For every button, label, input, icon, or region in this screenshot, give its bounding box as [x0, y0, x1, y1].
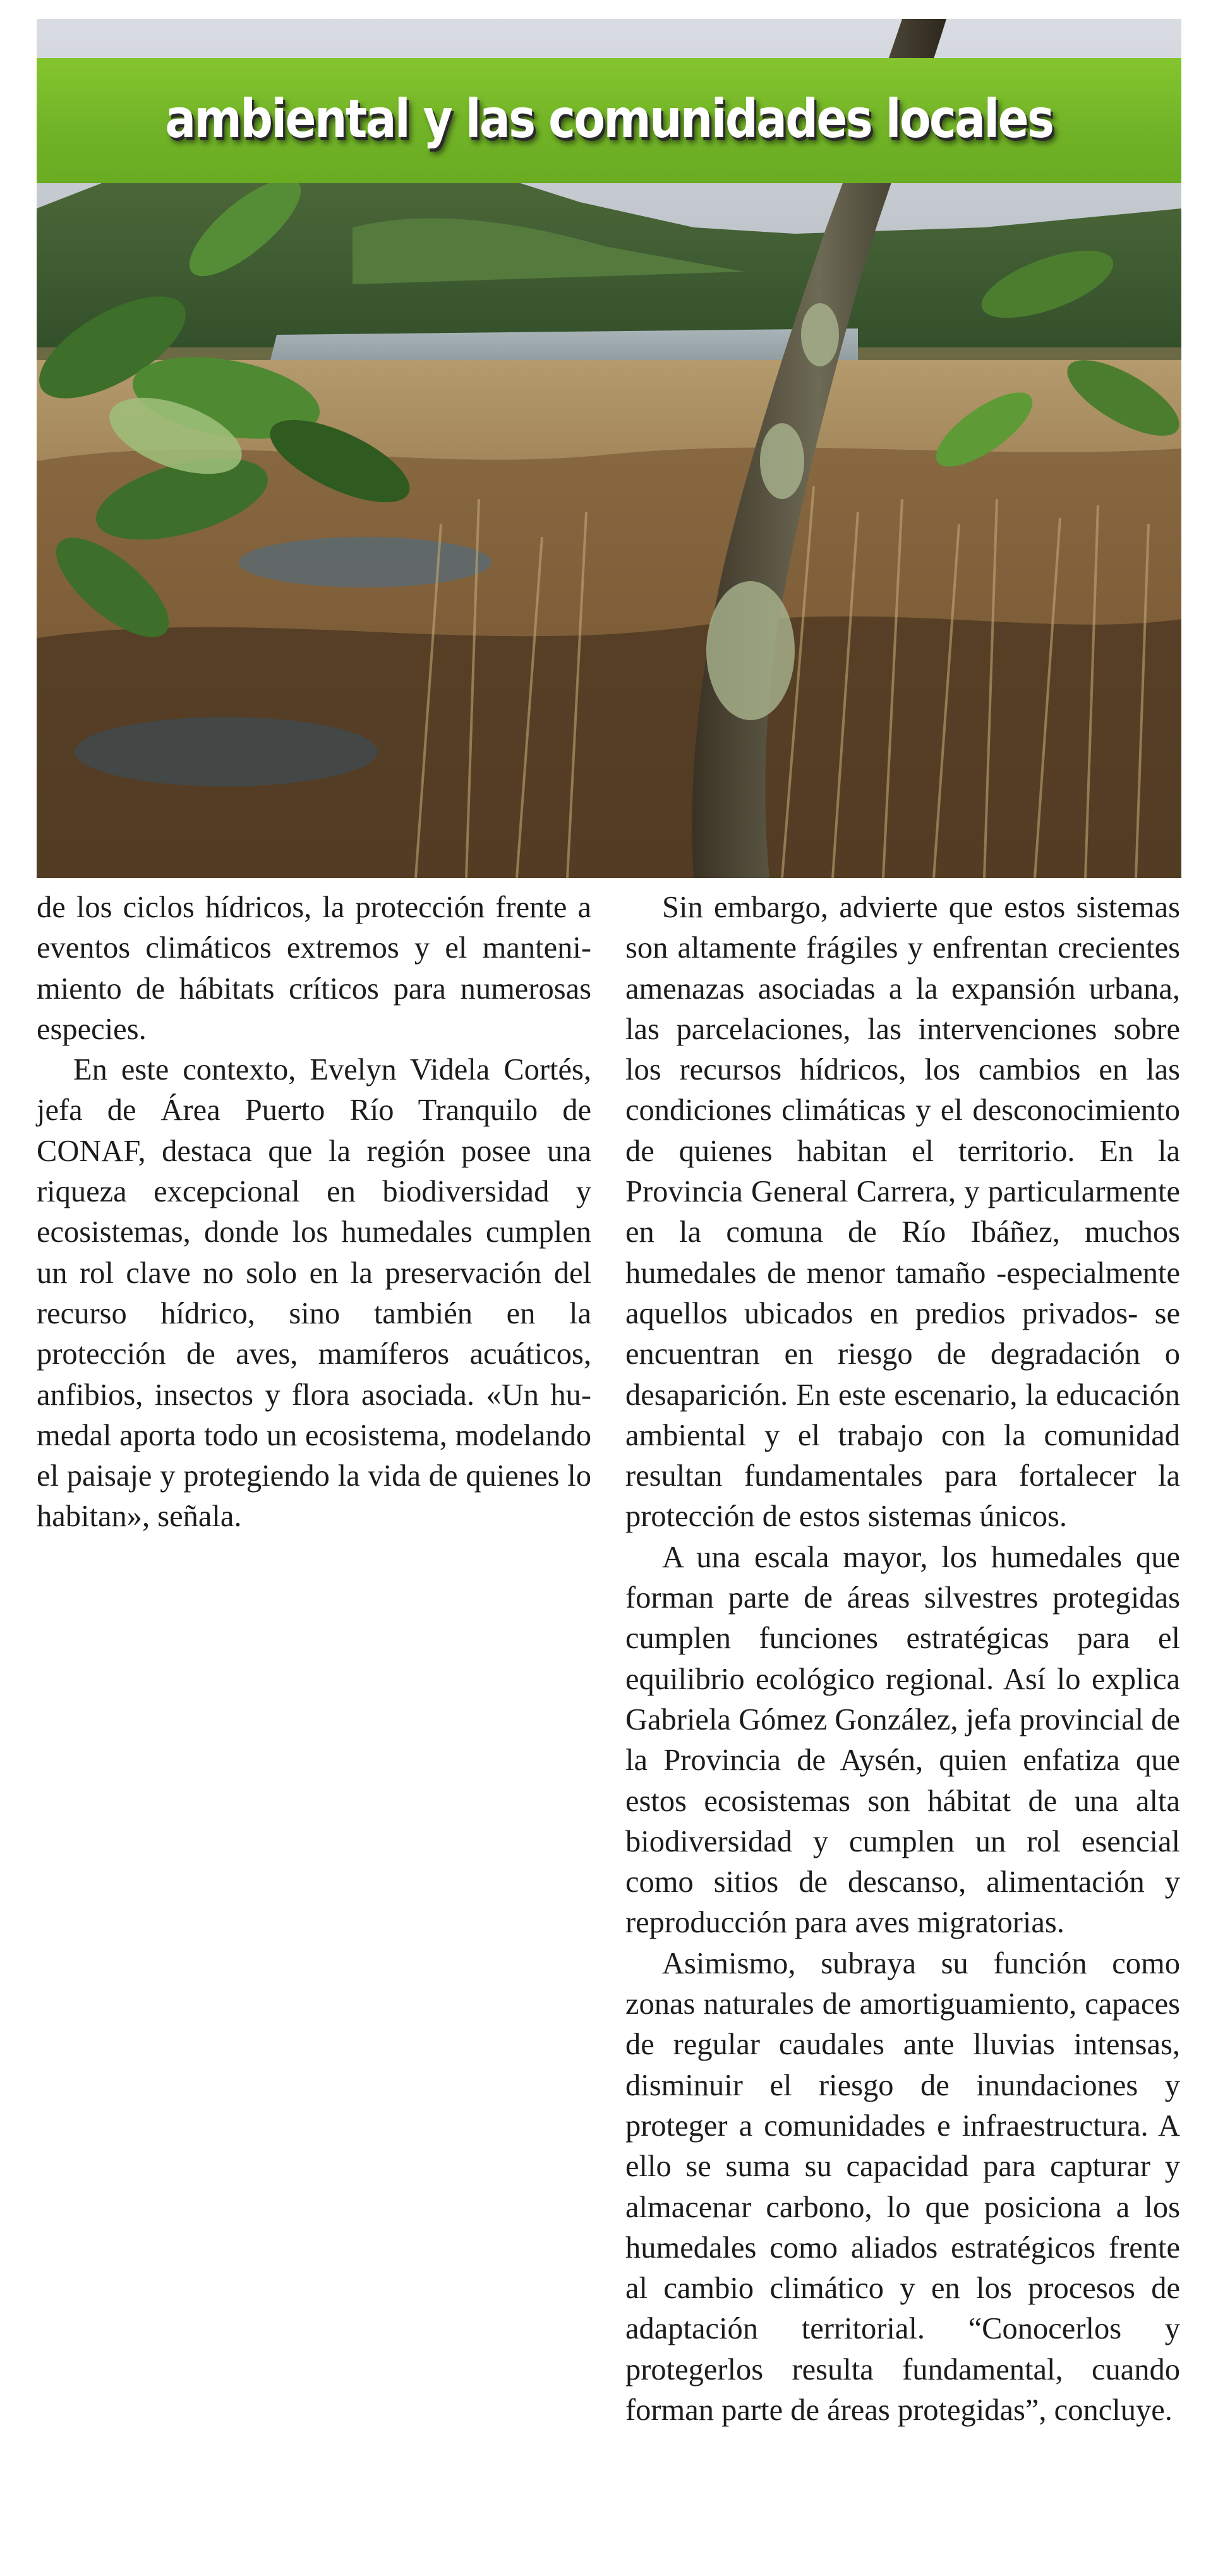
paragraph: Asimismo, subraya su función como zonas naturales de amortiguamiento, capaces de regular caudales ante lluvias intensas, disminuir el riesgo de inundaciones y proteger a comunidades e infraestructura. A ello se suma su capacidad para capturar y almacenar carbono, lo que posiciona a los humedales como aliados estratégicos frente al cambio climático y en los procesos de adaptación territorial. “Conocerlos y protegerlos resulta fundamental, cuando forman parte de áreas protegidas”, concluye.	[625, 1946, 1180, 2427]
article-column-left	[37, 888, 591, 1538]
paragraph: A una escala mayor, los humedales que forman parte de áreas silvestres protegidas cumplen funciones estratégicas para el equilibrio ecológico regional. Así lo explica Gabriela Gómez González, jefa provincial de la Provincia de Aysén, quien enfatiza que estos ecosistemas son hábitat de una alta biodiversidad y cumplen un rol esencial como sitios de descanso, alimentación y reproducción para aves migratorias.	[625, 1540, 1180, 1940]
paragraph: En este contexto, Evelyn Videla Cortés, jefa de Área Puerto Río Tranquilo de CONAF, destaca que la región posee una riqueza excepcional en biodiversidad y ecosistemas, donde los humedales cumplen un rol clave no solo en la preservación del recurso hídrico, sino también en la protección de aves, mamíferos acuáticos, anfibios, insectos y flora asociada. «Un humedal aporta todo un ecosistema, modelando el paisaje y protegiendo la vida de quienes lo habitan», señala.	[37, 1053, 591, 1534]
article-title: ambiental y las comunidades locales	[165, 88, 1053, 150]
article-column-right	[625, 888, 1180, 2431]
paragraph: de los ciclos hídricos, la protección frente a eventos climáticos extremos y el mantenimiento de hábitats críticos para numerosas especies.	[37, 891, 591, 1046]
title-banner	[37, 58, 1181, 183]
paragraph: Sin embargo, advierte que estos sistemas son altamente frágiles y enfrentan crecientes amenazas asociadas a la expansión urbana, las parcelaciones, las intervenciones sobre los recursos hídricos, los cambios en las condiciones climáticas y el desconocimiento de quienes habitan el territorio. En la Provincia General Carrera, y particularmente en la comuna de Río Ibáñez, muchos humedales de menor tamaño -especialmente aquellos ubicados en predios privados- se encuentran en riesgo de degradación o desaparición. En este escenario, la educación ambiental y el trabajo con la comunidad resultan fundamentales para fortalecer la protección de estos sistemas únicos.	[625, 891, 1180, 1534]
